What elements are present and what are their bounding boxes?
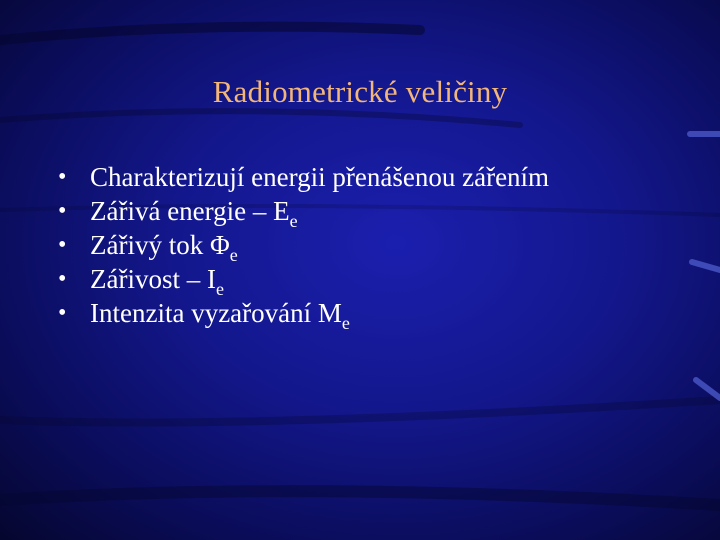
- item-text: Zářivý tok Φ: [90, 230, 230, 260]
- bullet-icon: •: [58, 164, 67, 190]
- list-item: [58, 296, 549, 333]
- item-subscript: e: [289, 211, 298, 231]
- list-item: [58, 228, 549, 265]
- item-text: Zářivá energie – E: [90, 196, 290, 226]
- list-item: [58, 262, 549, 299]
- slide-title: Radiometrické veličiny: [212, 74, 508, 109]
- list-item: [58, 160, 549, 194]
- item-text: Intenzita vyzařování M: [90, 298, 342, 328]
- bullet-icon: •: [58, 300, 67, 326]
- item-text: Charakterizují energii přenášenou zářením: [90, 162, 550, 192]
- item-subscript: e: [215, 279, 224, 299]
- bullet-icon: •: [58, 198, 67, 224]
- bullet-list: [58, 160, 550, 333]
- item-subscript: e: [341, 313, 350, 333]
- item-subscript: e: [229, 245, 238, 265]
- list-item: [58, 194, 549, 231]
- bullet-icon: •: [58, 266, 67, 292]
- item-text: Zářivost – I: [90, 264, 216, 294]
- bullet-icon: •: [58, 232, 67, 258]
